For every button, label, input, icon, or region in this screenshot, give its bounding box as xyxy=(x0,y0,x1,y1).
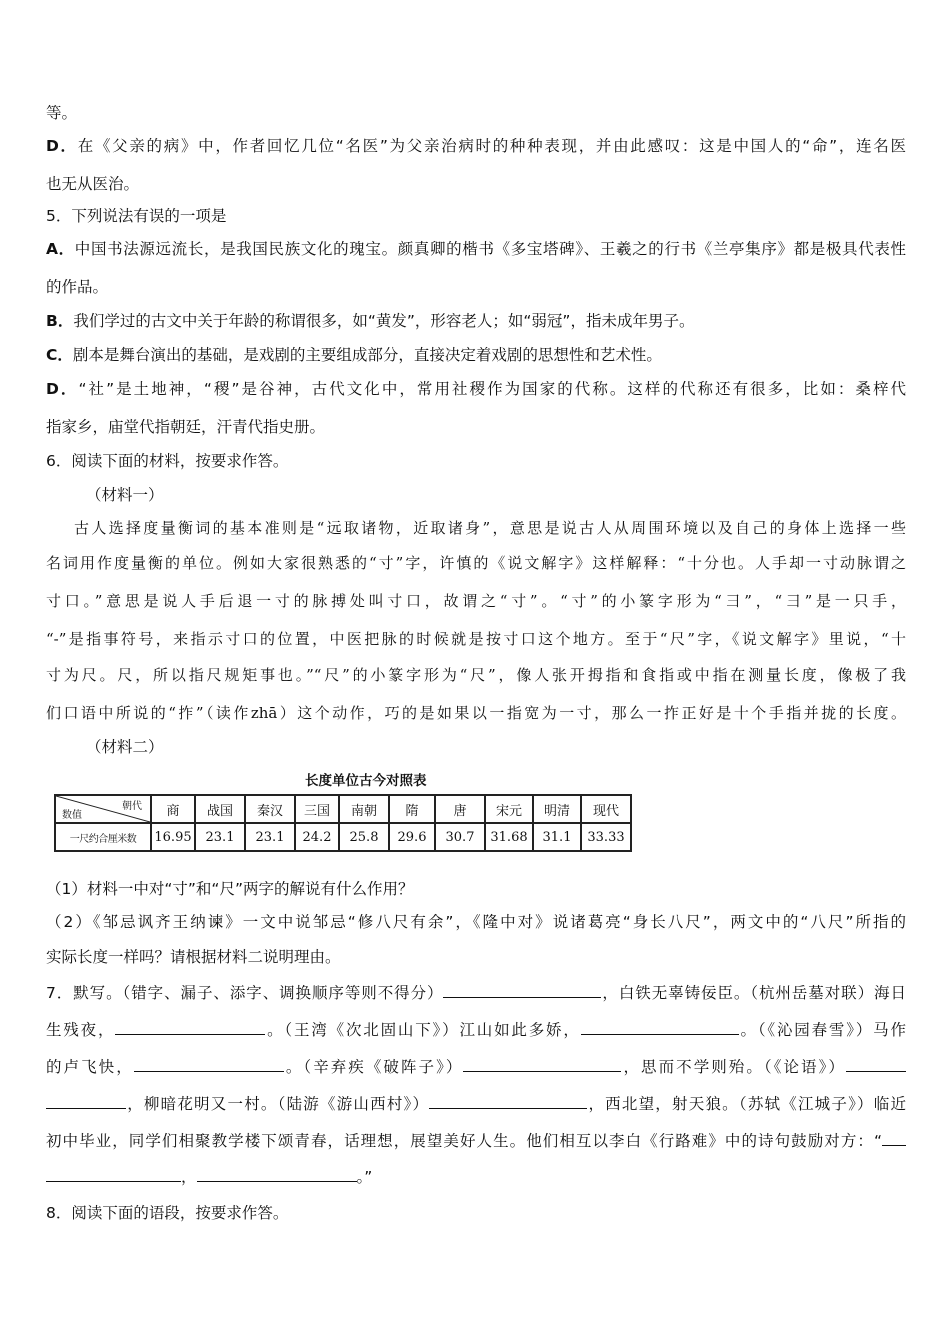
question-7-line xyxy=(46,1018,906,1041)
material-text-line: 名词用作度量衡的单位。例如大家很熟悉的“寸”字，许慎的《说文解字》这样解释：“十分也。人手却一寸动脉谓之 xyxy=(46,554,906,572)
material-text-line: 寸口。”意思是说人手后退一寸的脉搏处叫寸口，故谓之“寸”。“寸”的小篆字形为“彐”，“彐”是一只手， xyxy=(46,592,906,610)
answer-blank[interactable] xyxy=(846,1055,906,1072)
option-d-line xyxy=(46,378,906,400)
question-7-line xyxy=(46,1055,906,1078)
table-cell: 29.6 xyxy=(389,823,435,851)
option-a-line xyxy=(46,238,906,260)
question-text: ， xyxy=(181,1168,197,1186)
table-header-cell: 商 xyxy=(151,795,195,823)
corner-bottom-label: 数值 xyxy=(62,810,82,821)
question-number: 8． xyxy=(46,1204,72,1222)
question-6 xyxy=(46,450,906,472)
question-text: ，西北望，射天狼。（苏轼《江城子》）临近 xyxy=(587,1095,906,1113)
option-text: 中国书法源远流长，是我国民族文化的瑰宝。颜真卿的楷书《多宝塔碑》、王羲之的行书《兰亭集序》都是极具代表性 xyxy=(74,240,906,258)
answer-blank[interactable] xyxy=(115,1018,265,1035)
table-header-cell: 三国 xyxy=(295,795,339,823)
table-header-cell: 宋元 xyxy=(485,795,533,823)
question-7-line xyxy=(46,1165,906,1188)
option-d-line xyxy=(46,135,906,157)
option-label: A． xyxy=(46,240,75,258)
question-8 xyxy=(46,1202,906,1224)
material-text-line: “-”是指事符号，来指示寸口的位置，中医把脉的时候就是按寸口这个地方。至于“尺”字，《说文解字》里说，“十 xyxy=(46,630,906,648)
option-c-line xyxy=(46,344,906,366)
option-text: 剧本是舞台演出的基础，是戏剧的主要组成部分，直接决定着戏剧的思想性和艺术性。 xyxy=(72,346,662,364)
table-cell: 33.33 xyxy=(581,823,631,851)
question-number: 5． xyxy=(46,207,72,225)
material-2-heading: （材料二） xyxy=(86,738,164,756)
question-7-line xyxy=(46,1092,906,1115)
option-label: D． xyxy=(46,137,78,155)
question-7-line xyxy=(46,981,906,1004)
sub-question: （2）《邹忌讽齐王纳谏》一文中说邹忌“修八尺有余”，《隆中对》说诸葛亮“身长八尺”，两文中的“八尺”所指的 xyxy=(46,913,906,931)
question-7-line xyxy=(46,1129,906,1152)
text-line: 等。 xyxy=(46,104,78,122)
table-corner-cell xyxy=(55,795,151,823)
material-text-line: 古人选择度量衡词的基本准则是“远取诸物，近取诸身”，意思是说古人从周围环境以及自己的身体上选择一些 xyxy=(74,519,906,537)
question-text: 。（王湾《次北固山下》）江山如此多娇， xyxy=(265,1021,581,1039)
question-number: 7． xyxy=(46,984,74,1002)
question-text: 生残夜， xyxy=(46,1021,116,1039)
table-row xyxy=(55,823,631,851)
answer-blank[interactable] xyxy=(429,1092,587,1109)
question-text: 。” xyxy=(356,1168,373,1186)
table-header-cell: 明清 xyxy=(533,795,581,823)
question-text: 下列说法有误的一项是 xyxy=(71,207,227,225)
question-text: ，白铁无辜铸佞臣。（杭州岳墓对联）海日 xyxy=(601,984,906,1002)
sub-question: （1）材料一中对“寸”和“尺”两字的解说有什么作用？ xyxy=(46,880,414,898)
question-text: 初中毕业，同学们相聚教学楼下颂青春，话理想，展望美好人生。他们相互以李白《行路难》中的诗句鼓励对方：“ xyxy=(46,1132,882,1150)
answer-blank[interactable] xyxy=(197,1165,357,1182)
table-header-row xyxy=(55,795,631,823)
answer-blank[interactable] xyxy=(882,1129,906,1146)
table-header-cell: 战国 xyxy=(195,795,245,823)
option-text: 我们学过的古文中关于年龄的称谓很多，如“黄发”，形容老人；如“弱冠”，指未成年男子。 xyxy=(73,312,695,330)
table-header-cell: 隋 xyxy=(389,795,435,823)
answer-blank[interactable] xyxy=(46,1165,181,1182)
table-row-label: 一尺约合厘米数 xyxy=(55,823,151,851)
table-cell: 23.1 xyxy=(195,823,245,851)
table-header-cell: 南朝 xyxy=(339,795,389,823)
question-text: 默写。（错字、漏子、添字、调换顺序等则不得分） xyxy=(73,984,444,1002)
question-text: 阅读下面的语段，按要求作答。 xyxy=(71,1204,289,1222)
answer-blank[interactable] xyxy=(463,1055,621,1072)
question-5 xyxy=(46,205,906,227)
question-number: 6． xyxy=(46,452,72,470)
question-text: ，思而不学则殆。（《论语》） xyxy=(621,1058,846,1076)
answer-blank[interactable] xyxy=(134,1055,284,1072)
text-line: 的作品。 xyxy=(46,278,109,296)
text-line: 实际长度一样吗？请根据材料二说明理由。 xyxy=(46,948,341,966)
table-header-cell: 现代 xyxy=(581,795,631,823)
table-cell: 31.1 xyxy=(533,823,581,851)
question-text: 。（辛弃疾《破阵子》） xyxy=(283,1058,464,1076)
answer-blank[interactable] xyxy=(46,1092,126,1109)
text-line: 也无从医治。 xyxy=(46,175,140,193)
option-b-line xyxy=(46,310,906,332)
option-text: “社”是土地神，“稷”是谷神，古代文化中，常用社稷作为国家的代称。这样的代称还有很多，比如：桑梓代 xyxy=(78,380,906,398)
table-cell: 30.7 xyxy=(435,823,485,851)
table-cell: 24.2 xyxy=(295,823,339,851)
question-text: 阅读下面的材料，按要求作答。 xyxy=(71,452,289,470)
question-text: 的卢飞快， xyxy=(46,1058,134,1076)
corner-top-label: 朝代 xyxy=(122,801,142,812)
table-cell: 16.95 xyxy=(151,823,195,851)
option-text: 在《父亲的病》中，作者回忆几位“名医”为父亲治病时的种种表现，并由此感叹：这是中国人的“命”，连名医 xyxy=(77,137,906,155)
answer-blank[interactable] xyxy=(443,981,601,998)
option-label: B． xyxy=(46,312,74,330)
material-1-heading: （材料一） xyxy=(86,486,164,504)
table-header-cell: 秦汉 xyxy=(245,795,295,823)
text-line: 指家乡，庙堂代指朝廷，汗青代指史册。 xyxy=(46,418,326,436)
question-text: ，柳暗花明又一村。（陆游《游山西村》） xyxy=(126,1095,430,1113)
table-title: 长度单位古今对照表 xyxy=(305,773,427,789)
table-header-cell: 唐 xyxy=(435,795,485,823)
length-unit-table xyxy=(54,794,632,852)
material-text-line: 寸为尺。尺，所以指尺规矩事也。”“尺”的小篆字形为“尺”，像人张开拇指和食指或中指在测量长度，像极了我 xyxy=(46,666,906,684)
question-text: 。（《沁园春雪》）马作 xyxy=(738,1021,906,1039)
table-cell: 31.68 xyxy=(485,823,533,851)
material-text-line: 们口语中所说的“拃”（读作zhā）这个动作，巧的是如果以一指宽为一寸，那么一拃正好是十个手指并拢的长度。 xyxy=(46,704,906,722)
answer-blank[interactable] xyxy=(581,1018,739,1035)
table-cell: 23.1 xyxy=(245,823,295,851)
option-label: D． xyxy=(46,380,79,398)
option-label: C． xyxy=(46,346,73,364)
table-cell: 25.8 xyxy=(339,823,389,851)
